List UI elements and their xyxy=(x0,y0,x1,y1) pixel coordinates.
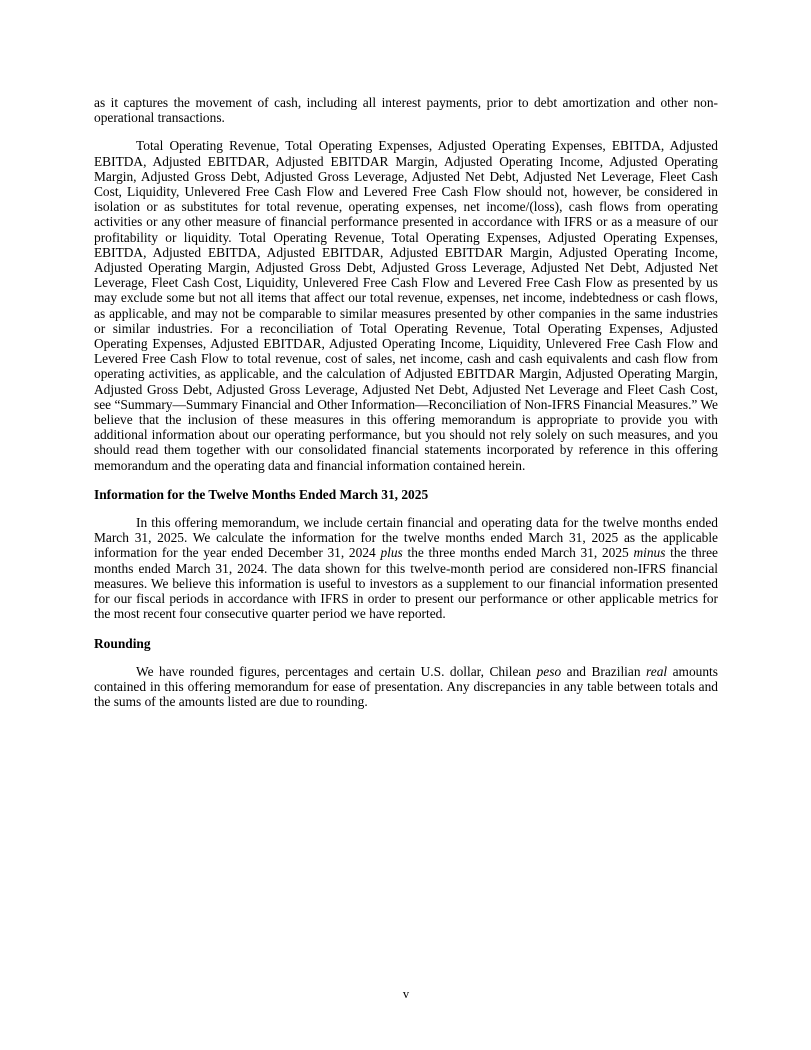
page-number: v xyxy=(402,987,410,1001)
section-heading-twelve-months: Information for the Twelve Months Ended March 31, 2025 xyxy=(94,486,429,502)
paragraph-twelve-months: In this offering memorandum, we include certain financial and operating data for the twelve months ended March 31, 2025. We calculate the information for the twelve months ended March 31, 2025 as the applicable information for the year ended December 31, 2024 plus the three months ended March 31, 2025 minus the three months ended March 31, 2024. The data shown for this twelve-month period are considered non-IFRS financial measures. We believe this information is useful to investors as a supplement to our financial information presented for our fiscal periods in accordance with IFRS in order to present our performance or other applicable metrics for the most recent four consecutive quarter period we have reported. xyxy=(94,515,718,622)
page-body-text xyxy=(94,95,718,722)
section-heading-rounding: Rounding xyxy=(94,635,151,651)
paragraph-rounding: We have rounded figures, percentages and certain U.S. dollar, Chilean peso and Brazilian real amounts contained in this offering memorandum for ease of presentation. Any discrepancies in any table between totals and the sums of the amounts listed are due to rounding. xyxy=(94,663,718,710)
paragraph-cash-movement-continuation: as it captures the movement of cash, including all interest payments, prior to debt amortization and other non-operational transactions. xyxy=(94,95,718,126)
paragraph-non-ifrs-measures: Total Operating Revenue, Total Operating Expenses, Adjusted Operating Expenses, EBITDA, Adjusted EBITDA, Adjusted EBITDAR, Adjusted EBITDAR Margin, Adjusted Operating Income, Adjusted Operating Margin, Adjusted Gross Debt, Adjusted Gross Leverage, Adjusted Net Debt, Adjusted Net Leverage, Fleet Cash Cost, Liquidity, Unlevered Free Cash Flow and Levered Free Cash Flow should not, however, be considered in isolation or as substitutes for total revenue, operating expenses, net income/(loss), cash flows from operating activities or any other measure of financial performance presented in accordance with IFRS or as a measure of our profitability or liquidity. Total Operating Revenue, Total Operating Expenses, Adjusted Operating Expenses, EBITDA, Adjusted EBITDA, Adjusted EBITDAR, Adjusted EBITDAR Margin, Adjusted Operating Income, Adjusted Operating Margin, Adjusted Gross Debt, Adjusted Gross Leverage, Adjusted Net Debt, Adjusted Net Leverage, Fleet Cash Cost, Liquidity, Unlevered Free Cash Flow and Levered Free Cash Flow as presented by us may exclude some but not all items that affect our total revenue, expenses, net income, indebtedness or cash flows, as applicable, and may not be comparable to similar measures presented by other companies in the same industries or similar industries. For a reconciliation of Total Operating Revenue, Total Operating Expenses, Adjusted Operating Expenses, Adjusted EBITDAR, Adjusted Operating Income, Liquidity, Unlevered Free Cash Flow and Levered Free Cash Flow to total revenue, cost of sales, net income, cash and cash equivalents and cash flow from operating activities, as applicable, and the calculation of Adjusted EBITDAR Margin, Adjusted Operating Margin, Adjusted Gross Debt, Adjusted Gross Leverage, Adjusted Net Debt, Adjusted Net Leverage and Fleet Cash Cost, see “Summary—Summary Financial and Other Information—Reconciliation of Non-IFRS Financial Measures.” We believe that the inclusion of these measures in this offering memorandum is appropriate to provide you with additional information about our operating performance, but you should not rely solely on such measures, and you should read them together with our consolidated financial statements incorporated by reference in this offering memorandum and the operating data and financial information contained herein. xyxy=(94,138,718,473)
